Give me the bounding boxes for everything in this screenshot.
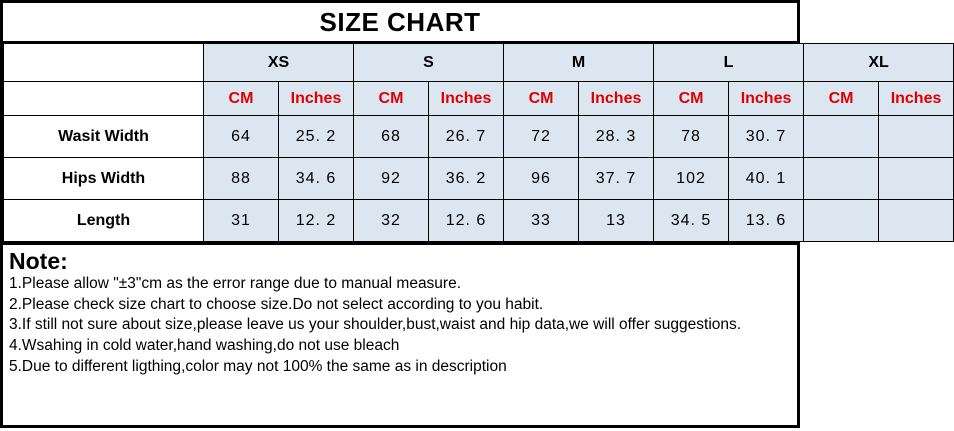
header-unit-m-cm: CM bbox=[504, 82, 579, 116]
note-line-3: 3.If still not sure about size,please leave us your shoulder,bust,waist and hip data,we will offer suggestions. bbox=[9, 316, 742, 334]
cell-length-xl-inches bbox=[879, 200, 954, 242]
cell-length-xs-inches: 12. 2 bbox=[279, 200, 354, 242]
chart-title-row bbox=[3, 3, 797, 43]
cell-length-s-inches: 12. 6 bbox=[429, 200, 504, 242]
note-section bbox=[3, 242, 797, 431]
row-label-waist-width: Wasit Width bbox=[4, 116, 204, 158]
table-row bbox=[4, 158, 954, 200]
cell-waist-s-cm: 68 bbox=[354, 116, 429, 158]
cell-waist-xl-inches bbox=[879, 116, 954, 158]
cell-length-m-cm: 33 bbox=[504, 200, 579, 242]
header-size-l: L bbox=[654, 44, 804, 82]
cell-hips-xl-inches bbox=[879, 158, 954, 200]
cell-hips-xs-cm: 88 bbox=[204, 158, 279, 200]
cell-length-xl-cm bbox=[804, 200, 879, 242]
header-size-xl: XL bbox=[804, 44, 954, 82]
cell-hips-l-cm: 102 bbox=[654, 158, 729, 200]
cell-waist-xs-inches: 25. 2 bbox=[279, 116, 354, 158]
header-unit-l-cm: CM bbox=[654, 82, 729, 116]
header-size-s: S bbox=[354, 44, 504, 82]
cell-hips-xs-inches: 34. 6 bbox=[279, 158, 354, 200]
table-row bbox=[4, 200, 954, 242]
row-label-hips-width: Hips Width bbox=[4, 158, 204, 200]
header-unit-m-inches: Inches bbox=[579, 82, 654, 116]
note-line-5: 5.Due to different ligthing,color may not 100% the same as in description bbox=[9, 357, 507, 375]
row-label-length: Length bbox=[4, 200, 204, 242]
cell-length-l-cm: 34. 5 bbox=[654, 200, 729, 242]
cell-hips-m-inches: 37. 7 bbox=[579, 158, 654, 200]
header-size-xs: XS bbox=[204, 44, 354, 82]
cell-hips-s-inches: 36. 2 bbox=[429, 158, 504, 200]
cell-hips-xl-cm bbox=[804, 158, 879, 200]
table-header-sizes bbox=[4, 44, 954, 82]
cell-waist-xs-cm: 64 bbox=[204, 116, 279, 158]
cell-hips-s-cm: 92 bbox=[354, 158, 429, 200]
cell-waist-l-inches: 30. 7 bbox=[729, 116, 804, 158]
note-line-4: 4.Wsahing in cold water,hand washing,do not use bleach bbox=[9, 336, 400, 354]
header-corner-cell bbox=[4, 44, 204, 82]
header-unit-s-inches: Inches bbox=[429, 82, 504, 116]
header-unit-xl-inches: Inches bbox=[879, 82, 954, 116]
cell-waist-m-inches: 28. 3 bbox=[579, 116, 654, 158]
header-units-corner-cell bbox=[4, 82, 204, 116]
cell-length-s-cm: 32 bbox=[354, 200, 429, 242]
cell-waist-s-inches: 26. 7 bbox=[429, 116, 504, 158]
header-unit-xs-cm: CM bbox=[204, 82, 279, 116]
cell-length-m-inches: 13 bbox=[579, 200, 654, 242]
table-row bbox=[4, 116, 954, 158]
cell-length-l-inches: 13. 6 bbox=[729, 200, 804, 242]
cell-hips-l-inches: 40. 1 bbox=[729, 158, 804, 200]
table-header-units bbox=[4, 82, 954, 116]
header-unit-l-inches: Inches bbox=[729, 82, 804, 116]
cell-waist-xl-cm bbox=[804, 116, 879, 158]
cell-waist-l-cm: 78 bbox=[654, 116, 729, 158]
header-size-m: M bbox=[504, 44, 654, 82]
cell-length-xs-cm: 31 bbox=[204, 200, 279, 242]
size-chart-table bbox=[3, 43, 954, 242]
cell-hips-m-cm: 96 bbox=[504, 158, 579, 200]
note-line-2: 2.Please check size chart to choose size.Do not select according to you habit. bbox=[9, 295, 544, 313]
note-heading: Note: bbox=[9, 248, 68, 274]
page-title: SIZE CHART bbox=[319, 6, 481, 37]
header-unit-xl-cm: CM bbox=[804, 82, 879, 116]
header-unit-s-cm: CM bbox=[354, 82, 429, 116]
note-line-1: 1.Please allow "±3"cm as the error range due to manual measure. bbox=[9, 275, 462, 293]
cell-waist-m-cm: 72 bbox=[504, 116, 579, 158]
header-unit-xs-inches: Inches bbox=[279, 82, 354, 116]
